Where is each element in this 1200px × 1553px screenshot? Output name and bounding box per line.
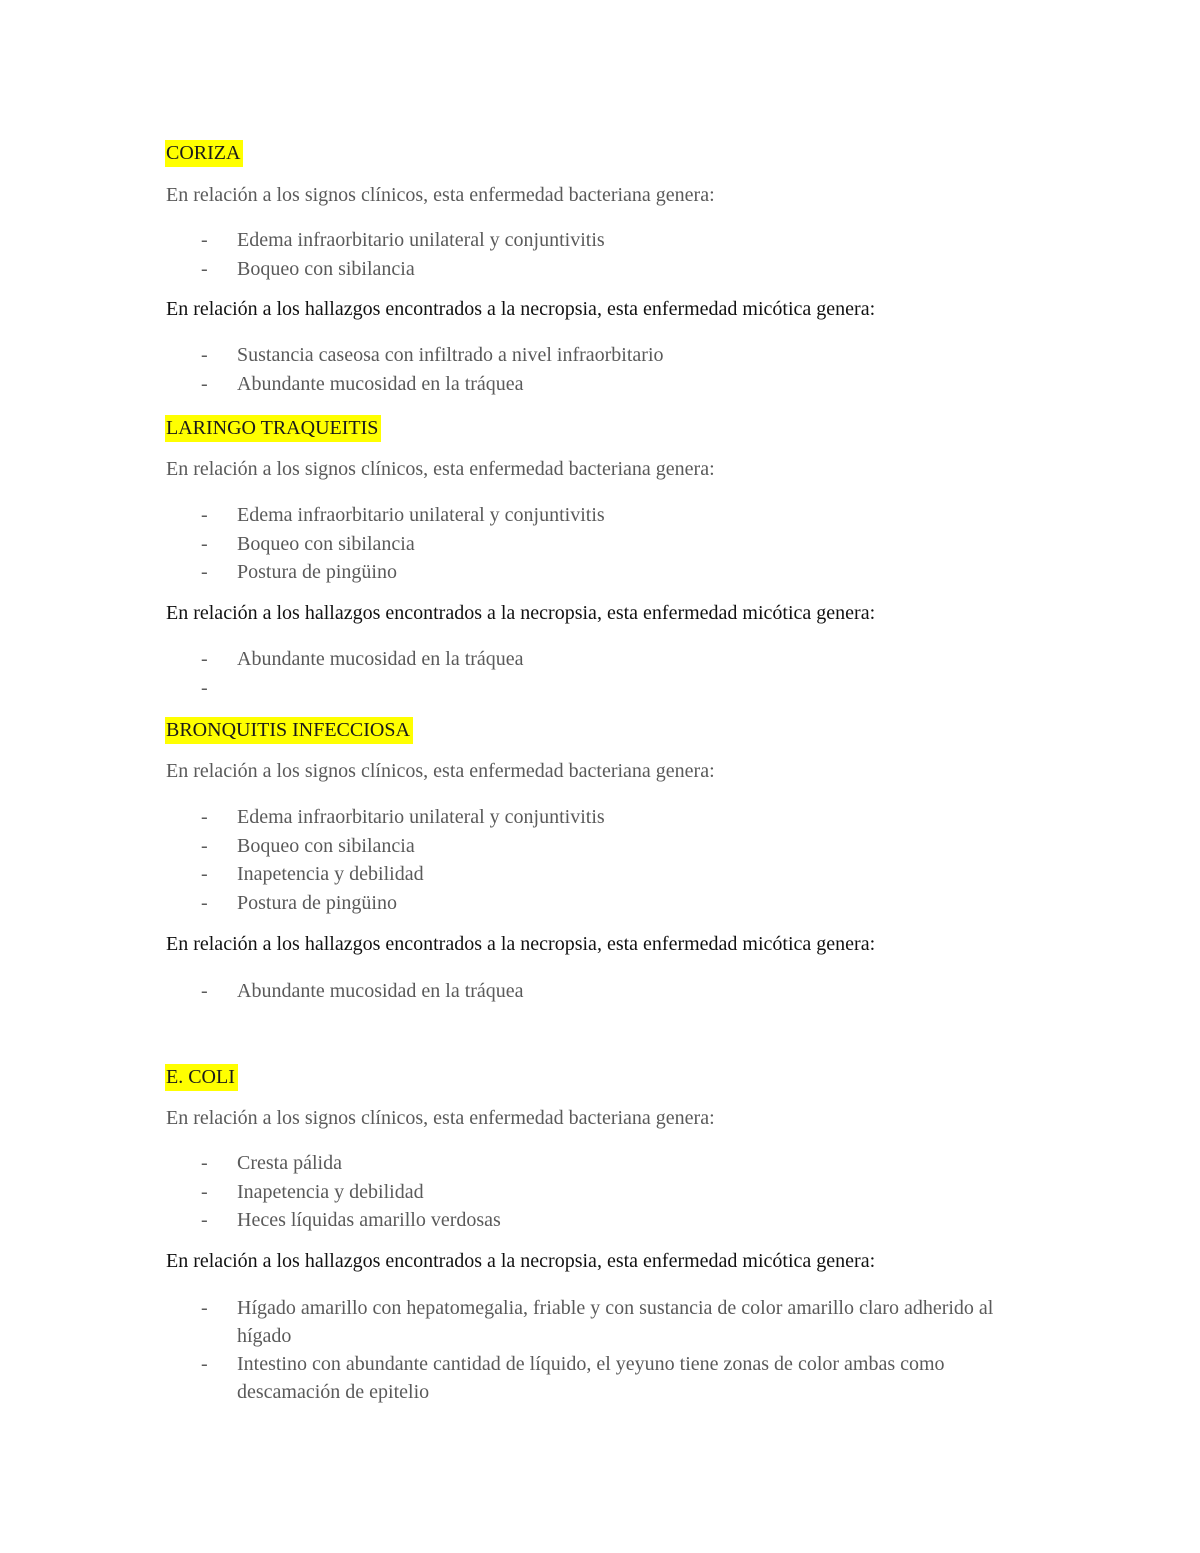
clinical-list bbox=[166, 1149, 1046, 1235]
clinical-list bbox=[166, 803, 1046, 917]
list-item: - Heces líquidas amarillo verdosas bbox=[166, 1206, 1046, 1235]
section-bronquitis-infecciosa bbox=[166, 717, 1066, 1002]
necropsy-intro: En relación a los hallazgos encontrados a la necropsia, esta enfermedad micótica genera: bbox=[166, 1250, 876, 1272]
clinical-list bbox=[166, 501, 1046, 587]
section-e-coli bbox=[166, 1064, 1066, 1403]
section-laringo-traqueitis bbox=[166, 415, 1066, 670]
section-title: LARINGO TRAQUEITIS bbox=[165, 415, 381, 442]
list-item: - Boqueo con sibilancia bbox=[166, 832, 1046, 861]
clinical-intro: En relación a los signos clínicos, esta enfermedad bacteriana genera: bbox=[166, 760, 715, 782]
section-title: E. COLI bbox=[165, 1064, 238, 1091]
list-item: - Abundante mucosidad en la tráquea bbox=[166, 645, 1046, 674]
list-item: - Abundante mucosidad en la tráquea bbox=[166, 370, 1046, 399]
list-item: - Edema infraorbitario unilateral y conjuntivitis bbox=[166, 501, 1046, 530]
list-item: - Edema infraorbitario unilateral y conjuntivitis bbox=[166, 226, 1046, 255]
clinical-intro: En relación a los signos clínicos, esta enfermedad bacteriana genera: bbox=[166, 184, 715, 206]
list-item: - Cresta pálida bbox=[166, 1149, 1046, 1178]
necropsy-list bbox=[166, 1294, 1046, 1406]
list-item: - Intestino con abundante cantidad de líquido, el yeyuno tiene zonas de color ambas como descamación de epitelio bbox=[166, 1350, 1046, 1406]
necropsy-intro: En relación a los hallazgos encontrados a la necropsia, esta enfermedad micótica genera: bbox=[166, 602, 876, 624]
clinical-intro: En relación a los signos clínicos, esta enfermedad bacteriana genera: bbox=[166, 458, 715, 480]
list-item: - Boqueo con sibilancia bbox=[166, 530, 1046, 559]
necropsy-list bbox=[166, 341, 1046, 398]
list-item: - Postura de pingüino bbox=[166, 558, 1046, 587]
section-title: BRONQUITIS INFECCIOSA bbox=[165, 717, 413, 744]
list-item: - Postura de pingüino bbox=[166, 889, 1046, 918]
clinical-intro: En relación a los signos clínicos, esta enfermedad bacteriana genera: bbox=[166, 1107, 715, 1129]
list-item: - Hígado amarillo con hepatomegalia, friable y con sustancia de color amarillo claro adherido al hígado bbox=[166, 1294, 1046, 1350]
section-coriza bbox=[166, 140, 1066, 395]
list-item: - Inapetencia y debilidad bbox=[166, 1178, 1046, 1207]
section-title: CORIZA bbox=[165, 140, 243, 167]
list-item: - Boqueo con sibilancia bbox=[166, 255, 1046, 284]
list-item: - Sustancia caseosa con infiltrado a nivel infraorbitario bbox=[166, 341, 1046, 370]
list-item bbox=[166, 674, 1046, 703]
list-item: - Abundante mucosidad en la tráquea bbox=[166, 977, 1046, 1006]
necropsy-intro: En relación a los hallazgos encontrados a la necropsia, esta enfermedad micótica genera: bbox=[166, 298, 876, 320]
necropsy-list bbox=[166, 977, 1046, 1006]
list-item: - Inapetencia y debilidad bbox=[166, 860, 1046, 889]
necropsy-intro: En relación a los hallazgos encontrados a la necropsia, esta enfermedad micótica genera: bbox=[166, 933, 876, 955]
list-item: - Edema infraorbitario unilateral y conjuntivitis bbox=[166, 803, 1046, 832]
clinical-list bbox=[166, 226, 1046, 283]
necropsy-list bbox=[166, 645, 1046, 702]
